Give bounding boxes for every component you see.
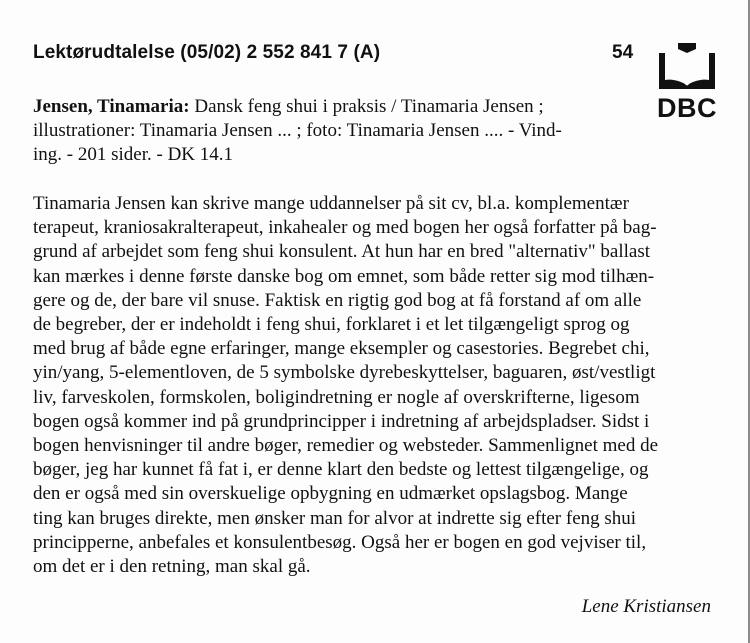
biblio-line: ing. - 201 sider. - DK 14.1 xyxy=(33,144,234,165)
review-line: terapeut, kraniosakralterapeut, inkahealer og med bogen her også forfatter på bag- xyxy=(33,217,657,239)
review-line: liv, farveskolen, formskolen, boligindretning er nogle af overskrifterne, ligesom xyxy=(33,386,640,408)
dbc-logo xyxy=(654,40,720,124)
review-line: principperne, anbefales et konsulentbesøg. Også her er bogen en god vejviser til, xyxy=(33,531,647,553)
review-line: gere og de, der bare vil snuse. Faktisk en rigtig god bog at få forstand af om alle xyxy=(33,289,642,311)
review-line: grund af arbejdet som feng shui konsulent. At hun har en bred "alternativ" ballast xyxy=(33,241,651,263)
review-line: bøger, jeg har kunnet få fat i, er denne klart den bedste og lettest tilgængelige, og xyxy=(33,459,649,481)
review-line: Tinamaria Jensen kan skrive mange uddannelser på sit cv, bl.a. komplementær xyxy=(33,193,629,214)
document-header: Lektørudtalelse (05/02) 2 552 841 7 (A) xyxy=(33,42,381,63)
biblio-title: Dansk feng shui i praksis / Tinamaria Jensen ; xyxy=(189,96,544,117)
review-line: yin/yang, 5-elementloven, de 5 symbolske dyrebeskyttelser, baguaren, øst/vestligt xyxy=(33,362,656,384)
biblio-line xyxy=(33,95,633,119)
review-line: de begreber, der er indeholdt i feng shui, forklaret i et let tilgængeligt sprog og xyxy=(33,314,630,336)
review-line: den er også med sin overskuelige opbygning en udmærket opslagsbog. Mange xyxy=(33,483,628,505)
review-text xyxy=(33,192,723,579)
review-line: med brug af både egne erfaringer, mange eksempler og casestories. Begrebet chi, xyxy=(33,338,650,360)
page-number: 54 xyxy=(612,42,634,63)
review-line: bogen henvisninger til andre bøger, remedier og websteder. Sammenlignet med de xyxy=(33,435,658,457)
open-book-icon xyxy=(654,40,720,92)
reviewer-signature: Lene Kristiansen xyxy=(581,596,711,617)
author-name: Jensen, Tinamaria: xyxy=(33,96,190,117)
logo-text: DBC xyxy=(657,93,717,123)
review-line: bogen også kommer ind på grundprincipper i indretning af arbejdspladser. Sidst i xyxy=(33,410,650,432)
review-line: ting kan bruges direkte, men ønsker man for alvor at indrette sig efter feng shui xyxy=(33,507,637,529)
biblio-line: illustrationer: Tinamaria Jensen ... ; foto: Tinamaria Jensen .... - Vind- xyxy=(33,120,562,141)
bibliographic-record xyxy=(33,95,633,167)
review-line: om det er i den retning, man skal gå. xyxy=(33,556,311,578)
review-line: kan mærkes i denne første danske bog om emnet, som både retter sig mod tilhæn- xyxy=(33,265,655,287)
